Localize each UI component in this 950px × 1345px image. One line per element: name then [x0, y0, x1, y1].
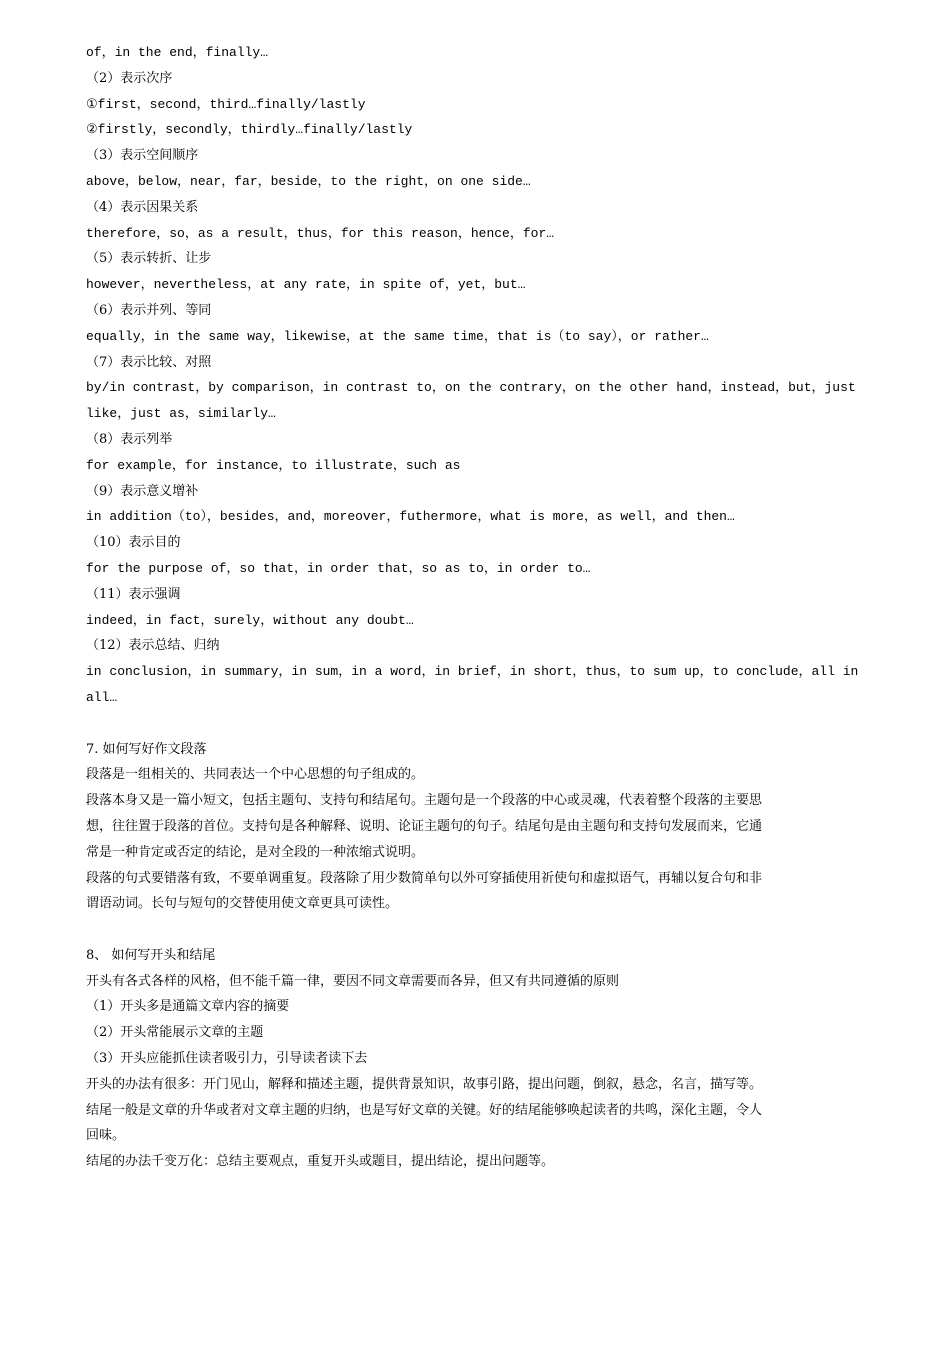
section-7-paragraph-line: 段落的句式要错落有致，不要单调重复。段落除了用少数简单句以外可穿插使用祈使句和虚拟语气，再辅以复合句和非 [86, 870, 763, 886]
section-7-title: 7. 如何写好作文段落 [86, 741, 207, 757]
section-8-title: 8、 如何写开头和结尾 [86, 947, 216, 963]
connective-line: ①first，second，third…finally/lastly [86, 96, 366, 112]
connective-line: ②firstly，secondly，thirdly…finally/lastly [86, 122, 413, 138]
section-8-paragraph-line: 结尾一般是文章的升华或者对文章主题的归纳，也是写好文章的关键。好的结尾能够唤起读者的共鸣，深化主题，令人 [86, 1102, 763, 1118]
group-heading-contrast: （5）表示转折、让步 [86, 251, 212, 267]
group-heading-space: （3）表示空间顺序 [86, 148, 199, 164]
connective-line: therefore，so，as a result，thus，for this reason，hence，for… [86, 225, 555, 241]
section-7-paragraph-line: 段落本身又是一篇小短文，包括主题句、支持句和结尾句。主题句是一个段落的中心或灵魂，代表着整个段落的主要思 [86, 793, 763, 809]
connective-line: in addition（to），besides，and，moreover，futhermore，what is more，as well，and then… [86, 509, 735, 525]
connective-line: for example，for instance，to illustrate，such as [86, 457, 461, 473]
section-8-paragraph-line: （1）开头多是通篇文章内容的摘要 [86, 999, 290, 1015]
section-7-paragraph-line: 想，往往置于段落的首位。支持句是各种解释、说明、论证主题句的句子。结尾句是由主题句和支持句发展而来，它通 [86, 818, 763, 834]
connective-line: indeed，in fact，surely，without any doubt… [86, 612, 414, 628]
section-8-paragraph-line: 开头的办法有很多：开门见山，解释和描述主题，提供背景知识，故事引路，提出问题，倒叙，悬念，名言，描写等。 [86, 1076, 763, 1092]
section-7-paragraph-line: 段落是一组相关的、共同表达一个中心思想的句子组成的。 [86, 767, 425, 783]
connective-line: in conclusion，in summary，in sum，in a word，in brief，in short，thus，to sum up，to conclude，all in [86, 664, 859, 680]
group-heading-addition: （9）表示意义增补 [86, 483, 199, 499]
group-heading-summary: （12）表示总结、归纳 [86, 638, 220, 654]
section-7-paragraph-line: 常是一种肯定或否定的结论，是对全段的一种浓缩式说明。 [86, 844, 425, 860]
group-heading-purpose: （10）表示目的 [86, 535, 181, 551]
connective-line: for the purpose of，so that，in order that，so as to，in order to… [86, 560, 591, 576]
connective-line: by/in contrast，by comparison，in contrast to，on the contrary，on the other hand，instead，but，just [86, 380, 856, 396]
group-heading-emphasis: （11）表示强调 [86, 586, 181, 602]
group-heading-parallel: （6）表示并列、等同 [86, 302, 212, 318]
section-8-paragraph-line: 回味。 [86, 1128, 126, 1144]
document-page [86, 40, 866, 1175]
connective-line: equally，in the same way，likewise，at the same time，that is（to say），or rather… [86, 328, 709, 344]
spacer [86, 917, 866, 943]
section-8-paragraph-line: 开头有各式各样的风格，但不能千篇一律，要因不同文章需要而各异，但又有共同遵循的原则 [86, 973, 620, 989]
group-heading-cause: （4）表示因果关系 [86, 199, 199, 215]
group-heading-order: （2）表示次序 [86, 70, 173, 86]
connective-line: however，nevertheless，at any rate，in spite of，yet，but… [86, 277, 526, 293]
connective-line: all… [86, 689, 118, 705]
connective-line: above，below，near，far，beside，to the right，on one side… [86, 173, 531, 189]
connective-line: like，just as，similarly… [86, 406, 276, 422]
group-heading-comparison: （7）表示比较、对照 [86, 354, 212, 370]
spacer [86, 711, 866, 737]
section-8-paragraph-line: （3）开头应能抓住读者吸引力，引导读者读下去 [86, 1051, 368, 1067]
section-7-paragraph-line: 谓语动词。长句与短句的交替使用使文章更具可读性。 [86, 896, 399, 912]
section-8-paragraph-line: （2）开头常能展示文章的主题 [86, 1025, 264, 1041]
section-8-paragraph-line: 结尾的办法千变万化：总结主要观点，重复开头或题目，提出结论，提出问题等。 [86, 1154, 555, 1170]
connective-line: of，in the end，finally… [86, 45, 269, 60]
group-heading-examples: （8）表示列举 [86, 431, 173, 447]
